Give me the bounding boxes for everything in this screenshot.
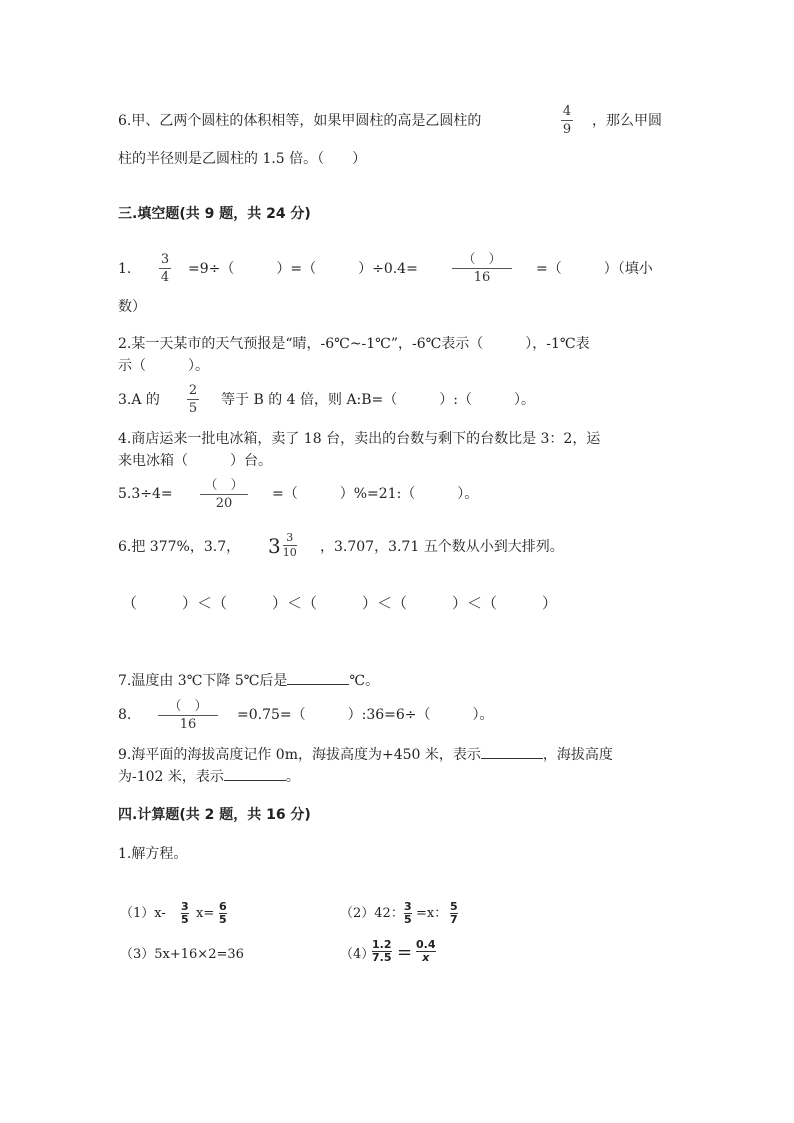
s3-q1-end: =（ ）（填小 [536,261,653,277]
s3-q6-end: ，3.707，3.71 五个数从小到大排列。 [320,539,564,555]
s3-q6-mixed-whole: 3 [268,533,281,558]
eq1-frac2-den: 5 [219,913,227,926]
s3-q3-start: 3.A 的 [118,392,160,408]
s3-q4-line1: 4.商店运来一批电冰箱，卖了 18 台，卖出的台数与剩下的台数比是 3：2，运 [118,431,601,447]
s3-q5-start: 5.3÷4= [118,486,173,502]
eq4-frac2 [416,939,436,964]
eq1-frac1 [181,901,189,926]
s3-q8-frac-den: 16 [179,717,197,732]
s3-q3-fraction [187,383,199,416]
s3-q6-mixed-number [268,532,297,559]
s3-q3-frac-num: 2 [188,383,198,398]
eq4-start: （4） [340,947,375,962]
s4-q1-title: 1.解方程。 [118,846,188,862]
eq1-frac1-den: 5 [181,913,189,926]
eq4-frac2-num: 0.4 [416,938,436,951]
s3-q3-frac-den: 5 [188,401,198,416]
eq4-frac1-num: 1.2 [372,938,392,951]
s3-q6-start: 6.把 377%，3.7， [118,539,241,555]
s3-q9-line1 [118,746,613,764]
q6-fraction [561,104,573,137]
q6-fraction-num: 4 [562,104,572,119]
q6-line1-tail: ，那么甲圆 [592,113,662,129]
eq2-frac1 [404,901,412,926]
s3-q9-blank1[interactable] [481,746,543,759]
s3-q8-label: 8. [118,707,132,723]
eq1-frac2-num: 6 [219,900,227,913]
eq1-mid: x= [196,906,215,921]
eq2-mid: =x： [416,906,448,921]
section3-title: 三.填空题(共 9 题，共 24 分) [118,206,311,222]
s3-q1-line2: 数） [118,299,146,315]
s3-q6-mixed-num: 3 [286,531,294,544]
eq2-start: （2）42： [340,906,404,921]
eq2-frac2-den: 7 [450,913,458,926]
s3-q8-fraction [158,699,218,732]
s3-q1-label: 1. [118,261,132,277]
s3-q7-blank[interactable] [287,672,349,685]
s3-q1-frac2-den: 16 [473,270,491,285]
s3-q1-frac1-den: 4 [160,270,170,285]
s3-q7-start [118,672,379,690]
eq4-frac1-den: 7.5 [372,951,392,964]
s3-q6-mixed-den: 10 [282,546,297,559]
eq2-frac1-num: 3 [404,900,412,913]
s3-q9-line2 [118,768,300,786]
q6-line2: 柱的半径则是乙圆柱的 1.5 倍。（ ） [118,151,367,167]
eq4-frac2-den: x [422,951,430,964]
s3-q1-frac1-num: 3 [160,252,170,267]
s3-q9-line2-text: 为-102 米，表示 [118,769,224,785]
q6-fraction-den: 9 [562,122,572,137]
s3-q9-blank2[interactable] [224,768,286,781]
s3-q1-middle: =9÷（ ）=（ ）÷0.4= [188,261,418,277]
s3-q3-end: 等于 B 的 4 倍，则 A:B=（ ）:（ ）。 [221,392,536,408]
eq4-frac1 [372,939,392,964]
s3-q9-line1-text: 9.海平面的海拔高度记作 0m，海拔高度为+450 米，表示 [118,747,481,763]
s3-q4-line2: 来电冰箱（ ）台。 [118,453,272,469]
eq2-frac2-num: 5 [450,900,458,913]
eq1-start: （1）x- [120,906,166,921]
s3-q5-fraction [200,478,248,511]
s3-q8-end: =0.75=（ ）:36=6÷（ ）。 [237,707,494,723]
eq1-frac1-num: 3 [181,900,189,913]
s3-q1-fraction1 [159,252,171,285]
eq2-frac2 [450,901,458,926]
s3-q7-unit: ℃。 [349,673,380,689]
s3-q5-frac-den: 20 [215,496,233,511]
s3-q7-text: 7.温度由 3℃下降 5℃后是 [118,673,288,689]
s3-q9-line2-tail: 。 [285,769,300,785]
s3-q5-frac-num: （ ） [204,478,244,493]
s3-q1-frac2-num: （ ） [462,252,502,267]
eq2-frac1-den: 5 [404,913,412,926]
eq4-equals: = [397,942,413,963]
section4-title: 四.计算题(共 2 题，共 16 分) [118,807,311,823]
s3-q1-fraction2 [452,252,512,285]
s3-q2-line1: 2.某一天某市的天气预报是“晴，-6℃~-1℃”，-6℃表示（ ），-1℃表 [118,336,590,352]
s3-q6-order-blanks: （ ）＜（ ）＜（ ）＜（ ）＜（ ） [122,594,558,612]
s3-q9-line1-tail: ，海拔高度 [542,747,613,763]
s3-q5-end: =（ ）%=21:（ ）。 [272,486,479,502]
q6-line1-text: 6.甲、乙两个圆柱的体积相等，如果甲圆柱的高是乙圆柱的 [118,113,482,129]
eq3: （3）5x+16×2=36 [120,947,244,962]
s3-q8-frac-num: （ ） [168,699,208,714]
eq1-frac2 [219,901,227,926]
s3-q6-mixed-frac [283,532,297,559]
s3-q2-line2: 示（ ）。 [118,358,209,374]
